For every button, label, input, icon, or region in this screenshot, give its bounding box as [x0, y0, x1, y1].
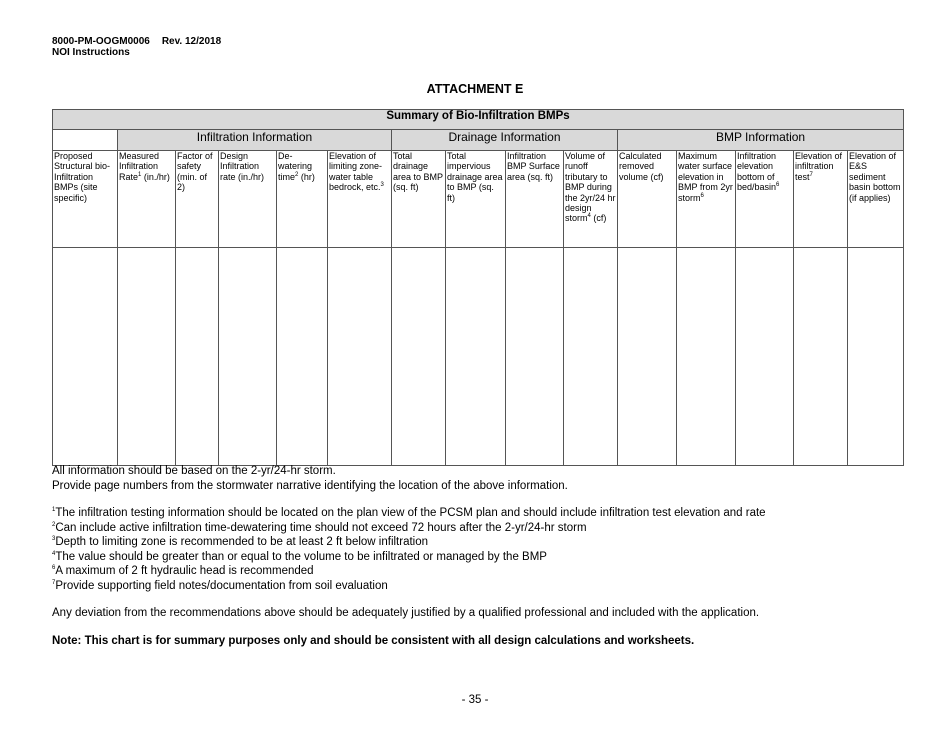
- group-header-blank: [53, 130, 118, 151]
- attachment-title: ATTACHMENT E: [426, 82, 524, 96]
- entry-cell[interactable]: [736, 248, 794, 466]
- entry-cell[interactable]: [176, 248, 219, 466]
- col-runoff-volume: Volume of runoff tributary to BMP during the 2yr/24 hr design storm$^4$ (cf): [564, 151, 618, 248]
- entry-cell[interactable]: [328, 248, 392, 466]
- summary-note: Note: This chart is for summary purposes only and should be consistent with all design calculations and worksheets.: [52, 634, 695, 647]
- entry-cell[interactable]: [506, 248, 564, 466]
- footnote: $^2$Can include active infiltration time-dewatering time should not exceed 72 hours after the 2-yr/24-hr storm: [52, 521, 587, 534]
- footnote: $^7$Provide supporting field notes/documentation from soil evaluation: [52, 579, 388, 592]
- col-elevation-infiltration-test: Elevation of infiltration test$^7$: [794, 151, 848, 248]
- notes-section: [52, 464, 912, 648]
- revision-date: Rev. 12/2018: [161, 36, 222, 47]
- footnote: $^1$The infiltration testing information should be located on the plan view of the PCSM plan and should include infiltration test elevation and rate: [52, 507, 766, 519]
- entry-cell[interactable]: [446, 248, 506, 466]
- entry-cell[interactable]: [848, 248, 904, 466]
- col-max-water-surface-elevation: Maximum water surface elevation in BMP from 2yr storm$^6$: [677, 151, 736, 248]
- table-entry-row: [53, 248, 904, 466]
- table-title-row: [53, 110, 904, 130]
- col-total-drainage-area: Total drainage area to BMP (sq. ft): [392, 151, 446, 248]
- group-drainage-information: Drainage Information: [392, 130, 618, 151]
- page-number: - 35 -: [461, 694, 489, 706]
- storm-basis-note: All information should be based on the 2-yr/24-hr storm.: [52, 465, 336, 477]
- bmp-summary-table: [52, 109, 904, 466]
- col-elevation-limiting-zone: Elevation of limiting zone-water table bedrock, etc.$^3$: [328, 151, 392, 248]
- page-numbers-note: Provide page numbers from the stormwater narrative identifying the location of the above information.: [52, 479, 568, 492]
- footnote: $^4$The value should be greater than or equal to the volume to be infiltrated or managed by the BMP: [52, 550, 547, 563]
- entry-cell[interactable]: [794, 248, 848, 466]
- col-infiltration-elevation: Infiltration elevation bottom of bed/basin$^6$: [736, 151, 794, 248]
- col-dewatering-time: De-watering time$^2$ (hr): [277, 151, 328, 248]
- deviation-note: Any deviation from the recommendations above should be adequately justified by a qualified professional and included with the application.: [52, 607, 760, 619]
- footnote: $^3$Depth to limiting zone is recommended to be at least 2 ft below infiltration: [52, 536, 429, 548]
- group-header-row: [53, 130, 904, 151]
- col-factor-of-safety: Factor of safety (min. of 2): [176, 151, 219, 248]
- group-bmp-information: BMP Information: [618, 130, 904, 151]
- group-infiltration-information: Infiltration Information: [118, 130, 392, 151]
- table-title: Summary of Bio-Infiltration BMPs: [53, 110, 904, 130]
- entry-cell[interactable]: [392, 248, 446, 466]
- col-measured-infiltration-rate: Measured Infiltration Rate$^1$ (in./hr): [118, 151, 176, 248]
- document-header: [52, 36, 221, 58]
- column-header-row: [53, 151, 904, 248]
- form-number: 8000-PM-OOGM0006: [52, 36, 150, 47]
- entry-cell[interactable]: [677, 248, 736, 466]
- col-design-infiltration-rate: Design Infiltration rate (in./hr): [219, 151, 277, 248]
- entry-cell[interactable]: [618, 248, 677, 466]
- footnote: $^6$A maximum of 2 ft hydraulic head is recommended: [52, 565, 314, 577]
- entry-cell[interactable]: [219, 248, 277, 466]
- col-calculated-removed-volume: Calculated removed volume (cf): [618, 151, 677, 248]
- col-total-impervious-area: Total impervious drainage area to BMP (sq. ft): [446, 151, 506, 248]
- col-sediment-basin-bottom: Elevation of E&S sediment basin bottom (if applies): [848, 151, 904, 248]
- form-id-line: [52, 36, 221, 47]
- col-bmp-surface-area: Infiltration BMP Surface area (sq. ft): [506, 151, 564, 248]
- col-proposed-bmps: Proposed Structural bio-Infiltration BMPs (site specific): [53, 151, 118, 248]
- entry-cell[interactable]: [277, 248, 328, 466]
- entry-cell[interactable]: [118, 248, 176, 466]
- entry-cell[interactable]: [564, 248, 618, 466]
- entry-cell[interactable]: [53, 248, 118, 466]
- header-subtitle: NOI Instructions: [52, 47, 130, 58]
